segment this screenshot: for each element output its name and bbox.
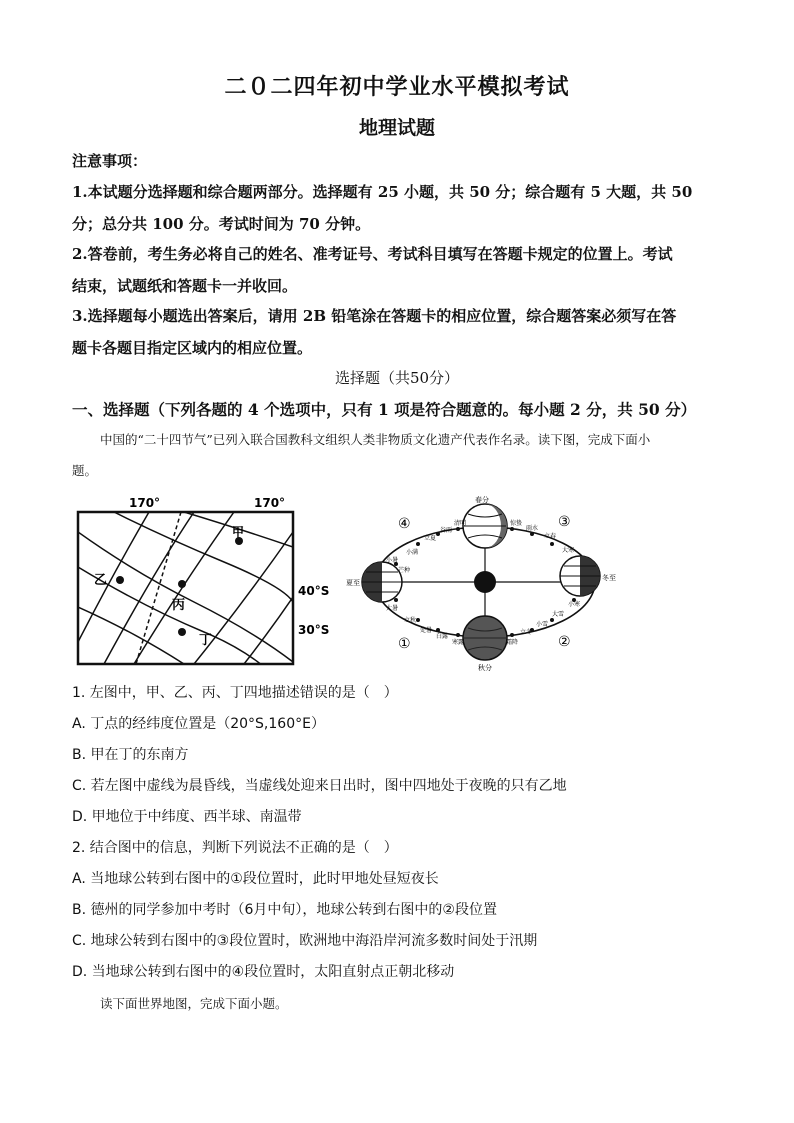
term-small: 大雪 [552,611,565,618]
term-small: 大暑 [386,605,399,612]
sun [474,571,496,593]
latitude-longitude-grid-figure [74,492,336,670]
earth-top [463,504,507,548]
lon-label-right: 170° [254,496,286,510]
term-small: 雨水 [526,525,539,532]
term-small: 寒露 [452,639,465,646]
earth-left [362,562,402,602]
question-2-option-b[interactable]: B. 德州的同学参加中考时（6月中旬），地球公转到右图中的②段位置 [72,902,497,918]
question-1-option-b[interactable]: B. 甲在丁的东南方 [72,747,189,763]
earth-orbit-figure [340,492,616,672]
next-intro: 读下面世界地图，完成下面小题。 [100,996,288,1011]
notice-item-2-line-1: 2.答卷前，考生务必将自己的姓名、准考证号、考试科目填写在答题卡规定的位置上。考试 [72,245,673,263]
term-small: 小寒 [568,601,581,608]
section-label: 选择题（共50分） [334,369,460,387]
term-small: 白露 [436,633,449,640]
exam-title: 二０二四年初中学业水平模拟考试 [224,74,570,100]
question-1-option-c[interactable]: C. 若左图中虚线为晨昏线，当虚线处迎来日出时，图中四地处于夜晚的只有乙地 [72,778,567,794]
segment-1-label: ① [398,636,411,652]
term-small: 立冬 [520,629,533,636]
lon-label-left: 170° [129,496,161,510]
subject-title: 地理试题 [358,117,435,139]
term-small: 立春 [544,533,557,540]
label-yi: 乙 [94,573,108,588]
term-small: 小雪 [536,621,549,628]
term-small: 处暑 [420,627,433,634]
part-title: 一、选择题（下列各题的 4 个选项中，只有 1 项是符合题意的。每小题 2 分，共 50 分） [72,400,697,419]
question-1-stem: 1. 左图中，甲、乙、丙、丁四地描述错误的是（ ） [72,685,398,701]
notice-item-3-line-1: 3.选择题每小题选出答案后，请用 2B 铅笔涂在答题卡的相应位置，综合题答案必须写在答 [72,307,677,325]
notice-item-1-line-1: 1.本试题分选择题和综合题两部分。选择题有 25 小题，共 50 分；综合题有 5 大题，共 50 [72,183,693,201]
intro-line-2: 题。 [72,463,98,478]
notice-item-3-line-2: 题卡各题目指定区域内的相应位置。 [72,339,313,357]
intro-line-1: 中国的“二十四节气”已列入联合国教科文组织人类非物质文化遗产代表作名录。读下图，完成下面小 [100,432,651,447]
label-ding: 丁 [199,633,213,648]
segment-3-label: ③ [558,514,571,530]
term-small: 谷雨 [440,527,453,534]
term-bottom: 秋分 [478,664,492,672]
segment-4-label: ④ [398,516,411,532]
segment-2-label: ② [558,634,571,650]
term-small: 芒种 [398,567,411,574]
question-2-stem: 2. 结合图中的信息，判断下列说法不正确的是（ ） [72,840,398,856]
term-small: 立夏 [424,535,437,542]
term-left: 夏至 [346,579,360,587]
lat-label-30s: 30°S [298,623,330,637]
question-1-option-d[interactable]: D. 甲地位于中纬度、西半球、南温带 [72,809,302,825]
term-small: 惊蛰 [510,520,523,527]
term-small: 立秋 [404,617,417,624]
label-jia: 甲 [232,525,245,539]
point-ding [178,628,186,636]
point-bing [178,580,186,588]
notice-item-1-line-2: 分；总分共 100 分。考试时间为 70 分钟。 [72,215,371,233]
earth-bottom [463,616,507,660]
lat-label-40s: 40°S [298,584,330,598]
question-2-option-c[interactable]: C. 地球公转到右图中的③段位置时，欧洲地中海沿岸河流多数时间处于汛期 [72,933,538,949]
term-small: 小暑 [386,557,399,564]
point-yi [116,576,124,584]
term-small: 小满 [406,549,419,556]
notice-item-2-line-2: 结束，试题纸和答题卡一并收回。 [72,277,298,295]
term-right: 冬至 [602,574,616,582]
term-top: 春分 [475,496,489,504]
term-small: 清明 [454,520,467,527]
question-1-option-a[interactable]: A. 丁点的经纬度位置是（20°S,160°E） [72,716,325,732]
question-2-option-a[interactable]: A. 当地球公转到右图中的①段位置时，此时甲地处昼短夜长 [72,871,439,887]
term-small: 霜降 [506,639,519,646]
notice-heading: 注意事项： [72,152,148,170]
term-small: 大寒 [562,547,575,554]
label-bing: 丙 [172,598,186,613]
earth-right [560,556,600,596]
question-2-option-d[interactable]: D. 当地球公转到右图中的④段位置时，太阳直射点正朝北移动 [72,964,455,980]
